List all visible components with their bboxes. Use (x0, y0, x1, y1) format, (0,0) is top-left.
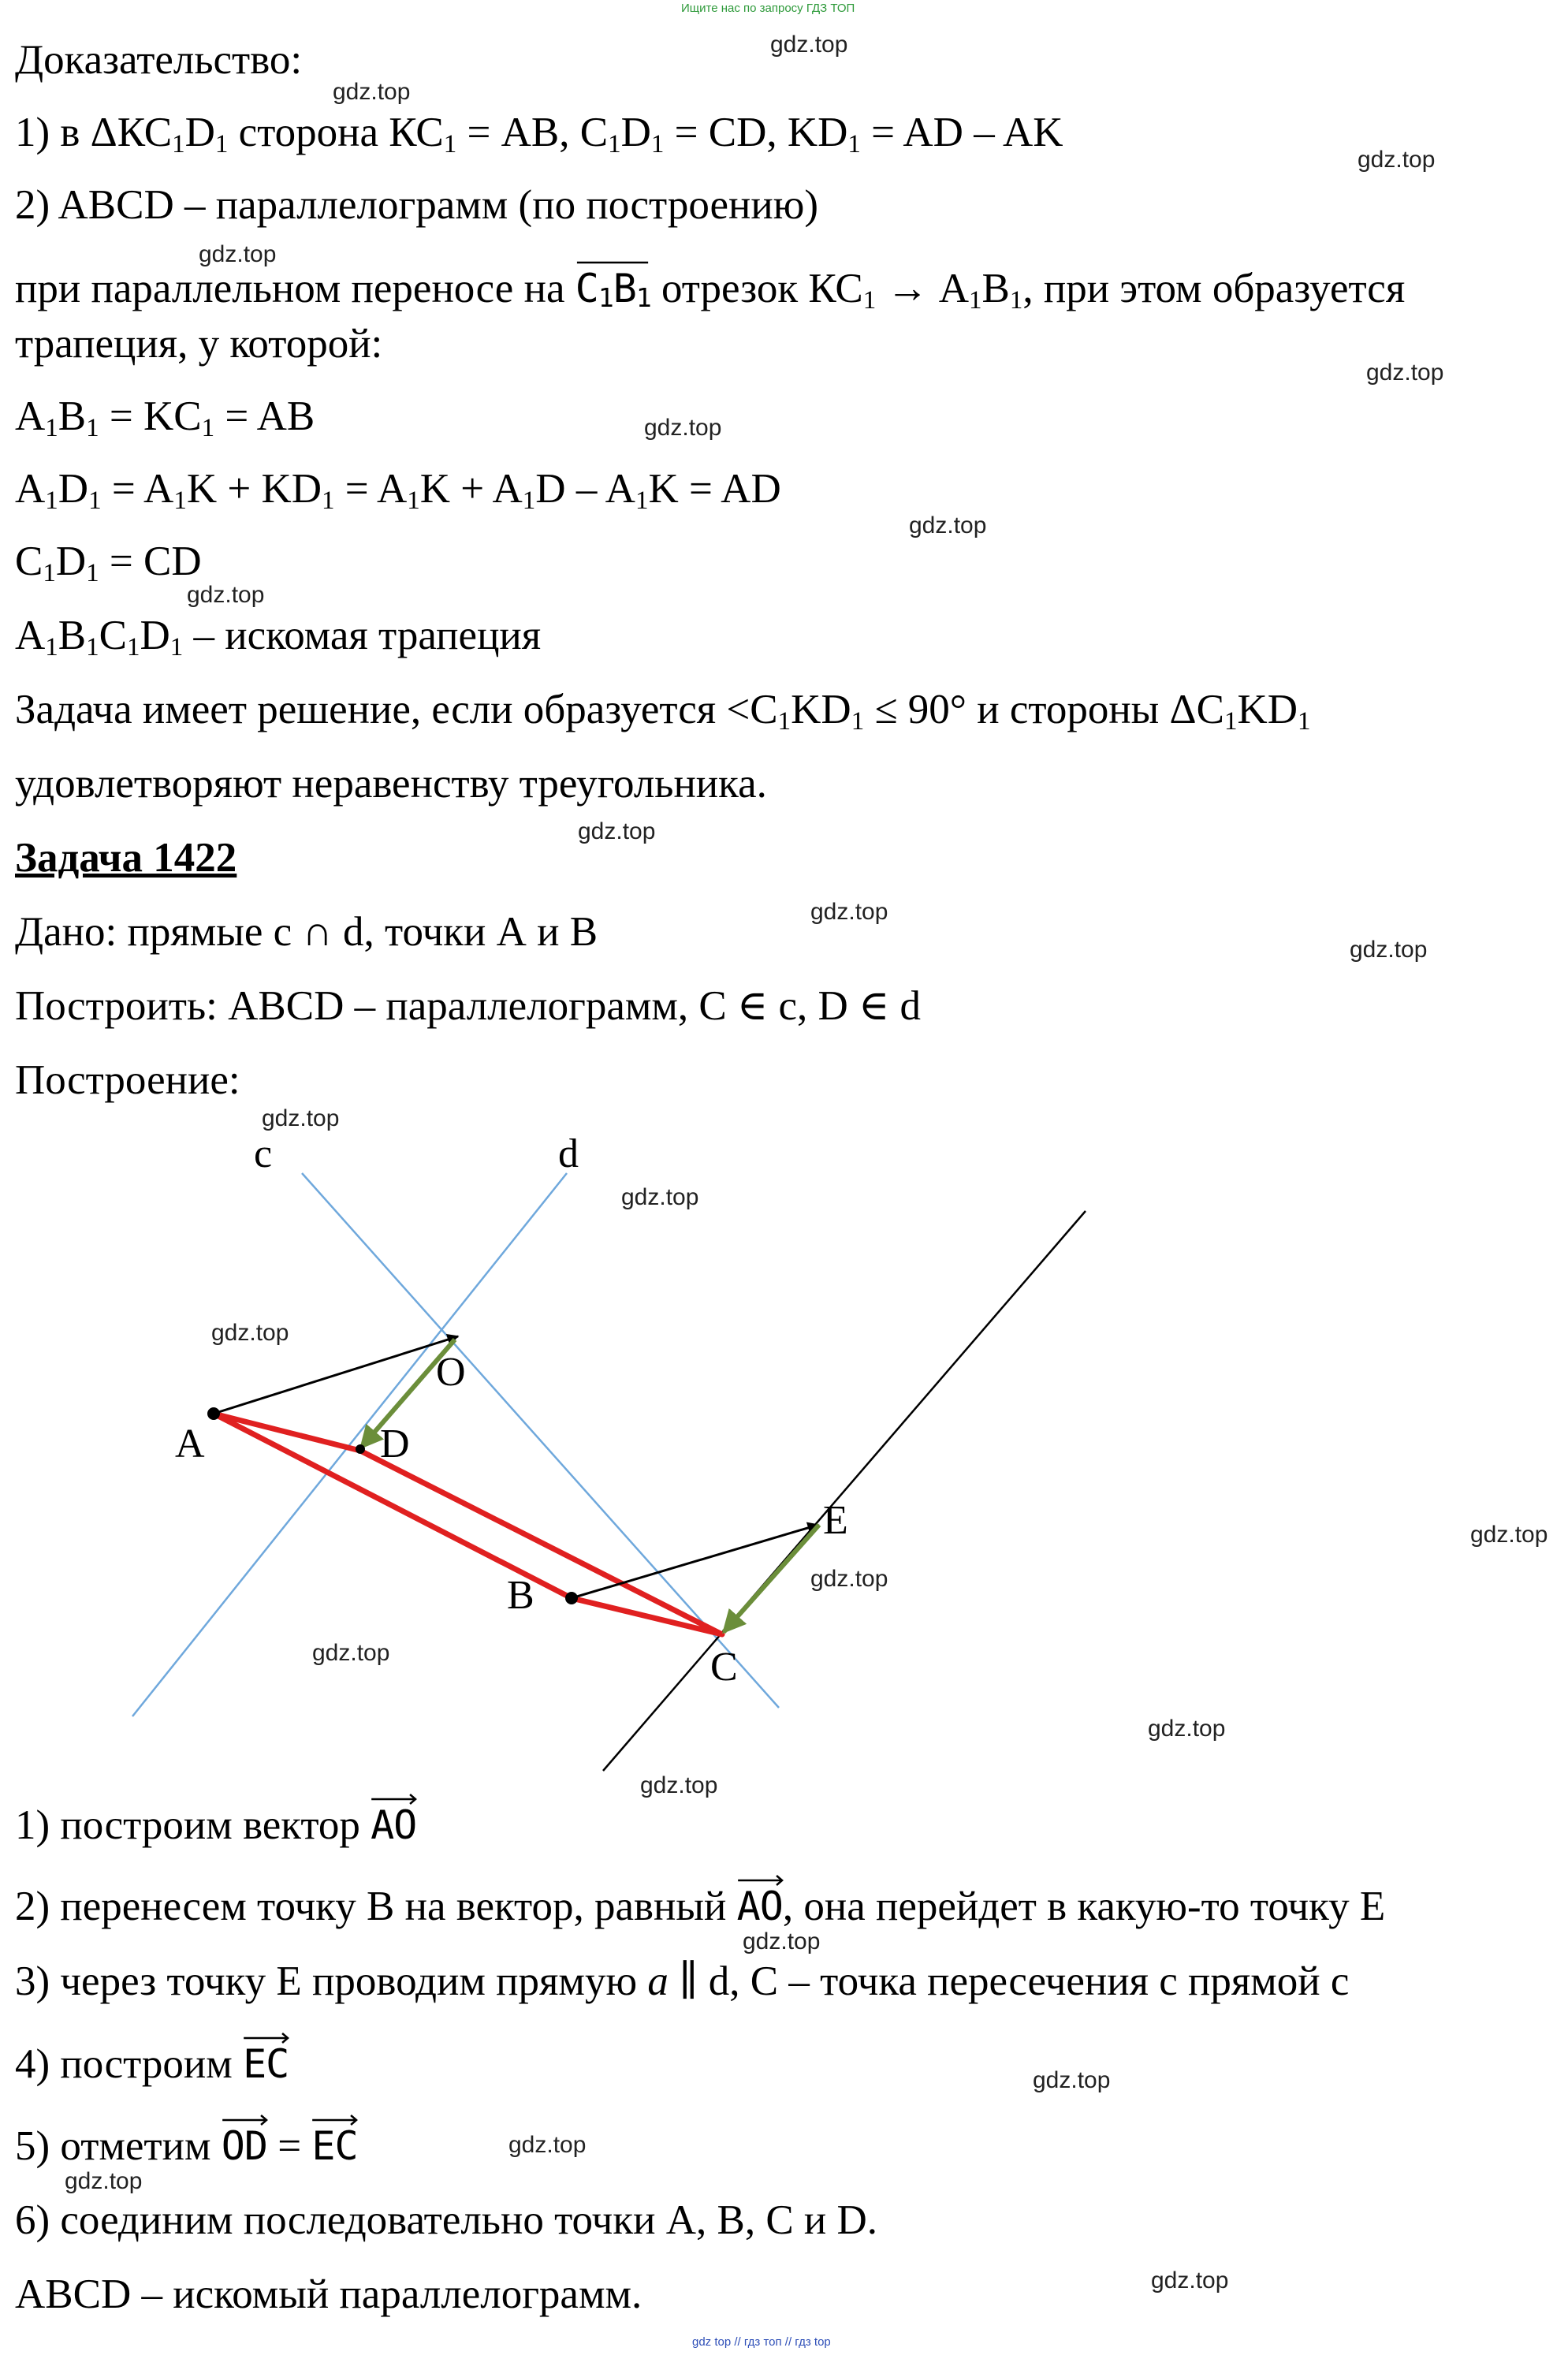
label-e: E (823, 1498, 848, 1543)
step-4: 4) построим EC (15, 2040, 289, 2088)
watermark: gdz.top (743, 1928, 821, 1954)
vector-be (572, 1525, 818, 1598)
proof-line-4: трапеция, у которой: (15, 321, 383, 367)
proof-line-6: $A_1D_1 = A_1K + KD_1 = A_1K + A_1D - A_1K$ = AD (15, 466, 781, 515)
line-a (603, 1211, 1086, 1771)
point-a (207, 1407, 220, 1420)
proof-line-8: $A_1B_1C_1D_1$ – искомая трапеция (15, 613, 542, 661)
watermark: gdz.top (211, 1320, 289, 1346)
construction-line: Построение: (15, 1057, 240, 1103)
watermark: gdz.top (810, 1566, 888, 1592)
watermark: gdz.top (1033, 2067, 1111, 2093)
label-c-point: C (710, 1645, 738, 1690)
vector-ec-text: EC (243, 2040, 289, 2088)
watermark: gdz.top (1358, 147, 1436, 173)
vector-c1b1: $C_1B_1$ (575, 266, 651, 313)
label-o: O (436, 1350, 466, 1395)
watermark: gdz.top (262, 1105, 340, 1131)
top-banner: Ищите нас по запросу ГДЗ ТОП (681, 2, 855, 15)
watermark: gdz.top (1148, 1716, 1226, 1742)
proof-line-3: при параллельном переносе на $C_1B_1$ отрезок $КС_1 \to A_1B_1$, при этом образуется (15, 266, 1406, 315)
proof-line-2: 2) ABCD – параллелограмм (по построению) (15, 182, 818, 228)
watermark: gdz.top (1470, 1522, 1548, 1548)
watermark: gdz.top (199, 241, 277, 267)
proof-title: Доказательство: (15, 37, 303, 83)
watermark: gdz.top (65, 2168, 143, 2194)
proof-line-9: Задача имеет решение, если образуется $<C_1KD_1 \le 90^\circ$ и стороны $\Delta C_1KD_1$ (15, 687, 1311, 736)
watermark: gdz.top (644, 415, 722, 441)
watermark: gdz.top (333, 79, 411, 105)
vector-od-text: OD (222, 2122, 267, 2170)
watermark: gdz.top (578, 818, 656, 844)
proof-line-10: удовлетворяют неравенству треугольника. (15, 761, 767, 807)
construction-diagram (0, 1088, 1568, 1798)
label-d-point: D (380, 1422, 410, 1466)
watermark: gdz.top (1350, 937, 1428, 963)
step-6: 6) соединим последовательно точки A, B, C и D. (15, 2197, 878, 2243)
vector-ec (724, 1525, 819, 1632)
given-line: Дано: прямые c ∩ d, точки А и В (15, 909, 598, 955)
watermark: gdz.top (187, 582, 265, 608)
vector-ec-text-2: EC (311, 2122, 357, 2170)
watermark: gdz.top (909, 512, 987, 538)
watermark: gdz.top (312, 1640, 390, 1666)
vector-ao-text: AO (371, 1802, 416, 1849)
proof-line-1: 1) в $\Delta КС_1D_1$ сторона $КС_1$ = АВ, $С_1D_1$ = CD, $KD_1$ = AD – AK (15, 110, 1063, 158)
watermark: gdz.top (640, 1772, 718, 1798)
step-1: 1) построим вектор AO (15, 1802, 416, 1849)
proof-line-5: $A_1B_1 = KC_1$ = AB (15, 393, 315, 442)
point-b (565, 1592, 578, 1604)
label-a: A (175, 1422, 205, 1466)
label-d: d (558, 1131, 579, 1176)
step-3: 3) через точку Е проводим прямую a ∥ d, C – точка пересечения с прямой с (15, 1958, 1350, 2004)
watermark: gdz.top (810, 899, 888, 925)
step-2: 2) перенесем точку В на вектор, равный AO, она перейдет в какую-то точку Е (15, 1883, 1385, 1930)
watermark: gdz.top (1151, 2267, 1229, 2294)
proof-line-7: $C_1D_1$ = CD (15, 538, 202, 587)
watermark: gdz.top (621, 1184, 699, 1210)
label-c: c (254, 1131, 273, 1176)
vector-ao-text-2: AO (737, 1883, 783, 1930)
step-7: ABCD – искомый параллелограмм. (15, 2271, 642, 2317)
watermark: gdz.top (770, 32, 848, 58)
label-b: B (507, 1573, 534, 1618)
task-heading: Задача 1422 (15, 835, 237, 881)
point-d (356, 1444, 365, 1454)
parallelogram-abcd (214, 1414, 722, 1634)
build-line: Построить: ABCD – параллелограмм, C ∈ c, D ∈ d (15, 983, 922, 1029)
step-5: 5) отметим OD = EC (15, 2122, 358, 2170)
watermark: gdz.top (1366, 360, 1444, 386)
watermark: gdz.top (508, 2132, 587, 2158)
bottom-banner: gdz top // гдз топ // гдз top (692, 2335, 831, 2349)
